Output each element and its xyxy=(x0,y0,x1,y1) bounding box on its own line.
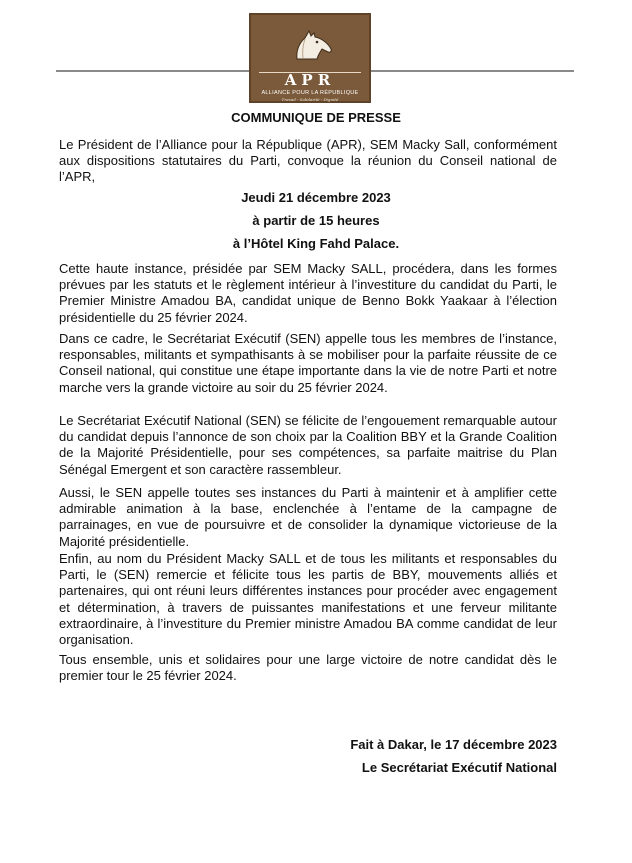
event-place: à l’Hôtel King Fahd Palace. xyxy=(232,236,400,251)
logo-party-name: ALLIANCE POUR LA RÉPUBLIQUE xyxy=(261,90,359,96)
horse-head-icon xyxy=(287,25,335,61)
body-paragraph-4: Aussi, le SEN appelle toutes ses instances du Parti à maintenir et à amplifier cette admirable animation à la base, enclenchée à l’entame de la campagne de parrainages, en vue de poursuivre et de consolider la dynamique victorieuse de la Majorité présidentielle. xyxy=(59,485,557,549)
apr-logo xyxy=(249,13,371,103)
document-title: COMMUNIQUE DE PRESSE xyxy=(231,110,401,125)
body-paragraph-5: Enfin, au nom du Président Macky SALL et de tous les militants et responsables du Parti, le (SEN) remercie et félicite tous les partis de BBY, mouvements alliés et partenaires, qui ont réuni leurs différentes instances pour procéder avec engagement et détermination, à travers de puissantes manifestations et une ferveur militante extraordinaire, à l’investiture du Premier ministre Amadou BA comme candidat de leur organisation. xyxy=(59,551,557,648)
event-time: à partir de 15 heures xyxy=(252,213,380,228)
body-paragraph-2: Dans ce cadre, le Secrétariat Exécutif (SEN) appelle tous les membres de l’instance, responsables, militants et sympathisants à se mobiliser pour la parfaite réussite de ce Conseil national, qui constitue une étape importante dans la vie de notre Parti et notre marche vers la grande victoire au soir du 25 février 2024. xyxy=(59,331,557,395)
signature-place-date: Fait à Dakar, le 17 décembre 2023 xyxy=(350,737,557,752)
body-paragraph-1: Cette haute instance, présidée par SEM Macky SALL, procédera, dans les formes prévues par les statuts et le règlement intérieur à l’investiture du candidat du Parti, le Premier Ministre Amadou BA, candidat unique de Benno Bokk Yaakaar à l’élection présidentielle du 25 février 2024. xyxy=(59,261,557,325)
signature-signatory: Le Secrétariat Exécutif National xyxy=(361,760,557,775)
event-date: Jeudi 21 décembre 2023 xyxy=(241,190,391,205)
body-paragraph-3: Le Secrétariat Exécutif National (SEN) se félicite de l’engouement remarquable autour du candidat depuis l’annonce de son choix par la Coalition BBY et la Grande Coalition de la Majorité Présidentielle, pour ses compétences, sa parfaite maitrise du Plan Sénégal Emergent et son caractère rassembleur. xyxy=(59,413,557,477)
logo-motto: Travail - Solidarité - Dignité xyxy=(281,97,339,102)
intro-paragraph: Le Président de l’Alliance pour la République (APR), SEM Macky Sall, conformément aux dispositions statutaires du Parti, convoque la réunion du Conseil national de l’APR, xyxy=(59,137,557,185)
logo-acronym: APR xyxy=(284,71,336,89)
body-paragraph-6: Tous ensemble, unis et solidaires pour une large victoire de notre candidat dès le premier tour le 25 février 2024. xyxy=(59,652,557,684)
